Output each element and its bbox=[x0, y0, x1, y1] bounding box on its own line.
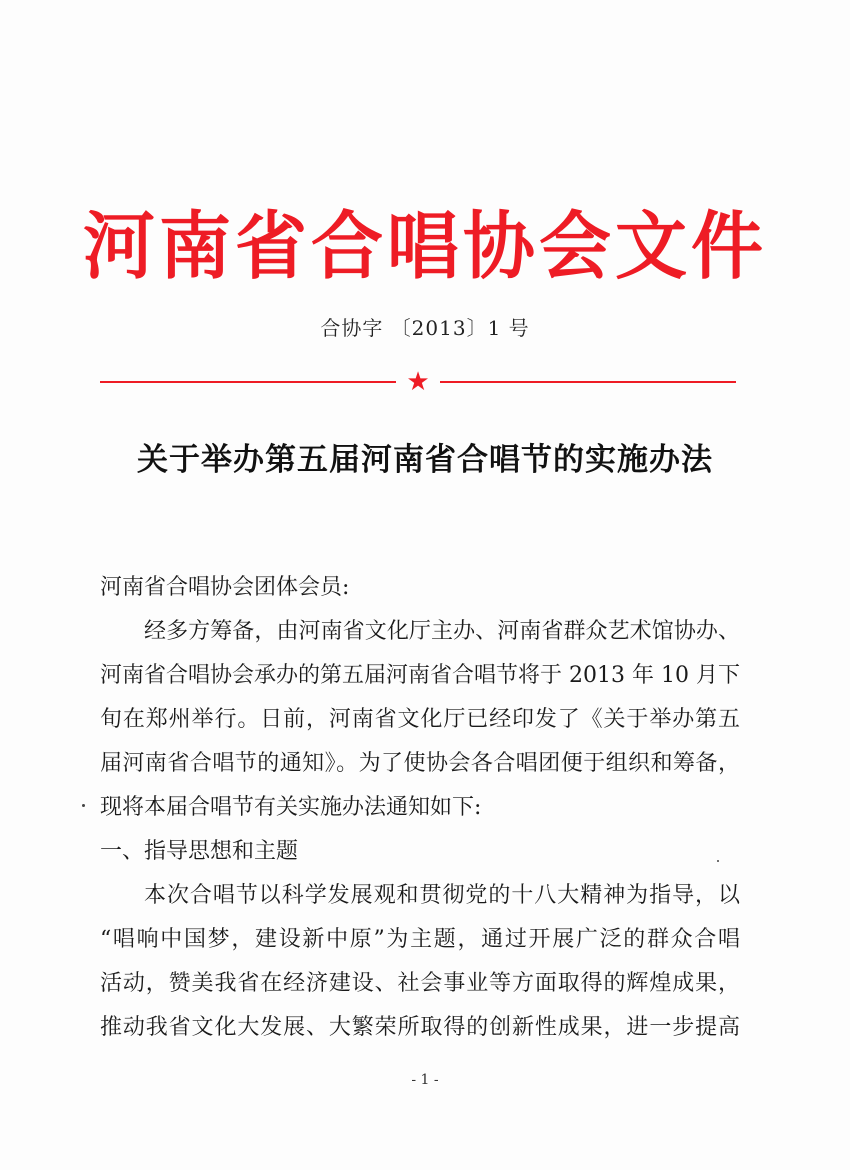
scan-speck bbox=[717, 860, 719, 862]
divider-line-left bbox=[100, 381, 396, 383]
document-title: 关于举办第五届河南省合唱节的实施办法 bbox=[137, 442, 713, 478]
paragraph-line: “唱响中国梦，建设新中原”为主题，通过开展广泛的群众合唱 bbox=[100, 927, 740, 952]
paragraph-line: 旬在郑州举行。日前，河南省文化厅已经印发了《关于举办第五 bbox=[100, 707, 740, 732]
paragraph-line: 活动，赞美我省在经济建设、社会事业等方面取得的辉煌成果， bbox=[100, 971, 740, 996]
document-number: 合协字 〔2013〕1 号 bbox=[320, 316, 530, 340]
scan-speck bbox=[82, 804, 85, 807]
paragraph-line: 河南省合唱协会承办的第五届河南省合唱节将于 2013 年 10 月下 bbox=[100, 663, 740, 688]
paragraph-line: 本次合唱节以科学发展观和贯彻党的十八大精神为指导，以 bbox=[144, 883, 740, 908]
salutation: 河南省合唱协会团体会员: bbox=[100, 575, 350, 600]
organization-header: 河南省合唱协会文件 bbox=[82, 202, 767, 289]
paragraph-line: 推动我省文化大发展、大繁荣所取得的创新性成果，进一步提高 bbox=[100, 1015, 740, 1040]
paragraph-line: 经多方筹备，由河南省文化厅主办、河南省群众艺术馆协办、 bbox=[144, 619, 740, 644]
page-number: - 1 - bbox=[411, 1072, 439, 1088]
section-heading: 一、指导思想和主题 bbox=[100, 839, 299, 864]
star-icon: ★ bbox=[406, 367, 430, 397]
divider-line-right bbox=[440, 381, 736, 383]
paragraph-line: 届河南省合唱节的通知》。为了使协会各合唱团便于组织和筹备， bbox=[100, 751, 740, 776]
document-body bbox=[100, 566, 740, 1050]
header-divider bbox=[100, 368, 736, 396]
paragraph-line: 现将本届合唱节有关实施办法通知如下: bbox=[100, 795, 482, 820]
